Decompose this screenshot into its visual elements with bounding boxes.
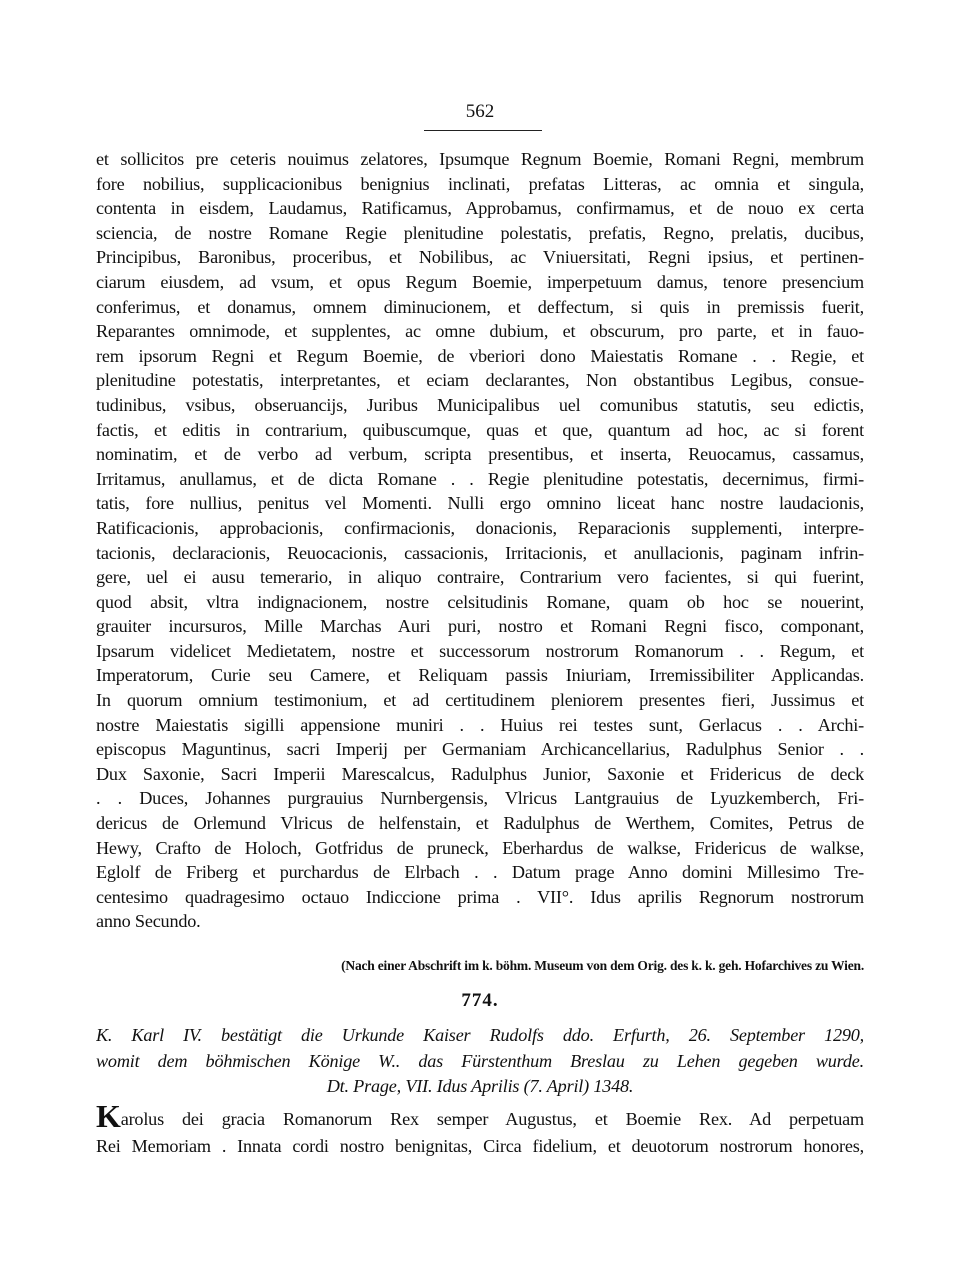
text-line: tatis, fore nullius, penitus vel Momenti. Nulli ergo omnino liceat hanc nostre laudacionis, — [96, 493, 864, 514]
regest-line: womit dem böhmischen Könige W.. das Fürstenthum Breslau zu Lehen gegeben wurde. — [96, 1050, 864, 1071]
text-line: et sollicitos pre ceteris nouimus zelatores, Ipsumque Regnum Boemie, Romani Regni, membrum — [96, 149, 864, 169]
text-line: Ipsarum videlicet Medietatem, nostre et successorum nostrorum Romanorum . . Regum, et — [96, 640, 864, 661]
opening-line — [96, 1101, 864, 1131]
page-number: 562 — [465, 101, 495, 122]
text-line: Imperatorum, Curie seu Camere, et Reliquam passis Iniuriam, Irremissibiliter Applicandas. — [96, 665, 864, 686]
text-line: . . Duces, Johannes purgrauius Nurnbergensis, Vlricus Lantgrauius de Lyuzkemberch, Fri- — [96, 788, 864, 809]
text-line: nominatim, et de verbo ad verbum, scripta presentibus, et inserta, Reuocamus, cassamus, — [96, 444, 864, 465]
page-number-rule — [424, 130, 542, 131]
document-number: 774. — [461, 990, 499, 1011]
text-line: rem ipsorum Regni et Regum Boemie, de vberiori dono Maiestatis Romane . . Regie, et — [96, 345, 864, 366]
initial-letter: K — [96, 1101, 121, 1131]
text-line: quod absit, vltra indignacionem, nostre celsitudinis Romane, quam ob hoc se nouerint, — [96, 591, 864, 612]
text-line: Ratificacionis, approbacionis, confirmacionis, donacionis, Reparacionis supplementi, interpre- — [96, 517, 864, 538]
source-note: (Nach einer Abschrift im k. böhm. Museum von dem Orig. des k. k. geh. Hofarchives zu Wien. — [341, 958, 864, 973]
text-line: plenitudine potestatis, interpretantes, et eciam declarantes, Non obstantibus Legibus, consue- — [96, 370, 864, 391]
text-line: Reparantes omnimode, et supplentes, ac omne dubium, et obscurum, pro parte, et in fauo- — [96, 321, 864, 342]
text-line: anno Secundo. — [96, 911, 201, 932]
regest-line: K. Karl IV. bestätigt die Urkunde Kaiser Rudolfs ddo. Erfurth, 26. September 1290, — [96, 1025, 864, 1045]
text-line: In quorum omnium testimonium, et ad certitudinem pleniorem presentes fieri, Jussimus et — [96, 690, 864, 711]
text-line: conferimus, et donamus, omnem diminucionem, et deffectum, si quis in premissis fuerit, — [96, 296, 864, 317]
text-line: ciarum eiusdem, ad vsum, et opus Regum Boemie, imperpetuum damus, tenore presencium — [96, 271, 864, 292]
text-line: Dux Saxonie, Sacri Imperii Marescalcus, Radulphus Junior, Saxonie et Fridericus de deck — [96, 763, 864, 784]
text-line: tacionis, declaracionis, Reuocacionis, cassacionis, Irritacionis, et anullacionis, paginam infrin- — [96, 542, 864, 563]
text-line: grauiter incursuros, Mille Marchas Auri puri, nostro et Romani Regni fisco, componant, — [96, 616, 864, 637]
text-line: centesimo quadragesimo octauo Indiccione prima . VII°. Idus aprilis Regnorum nostrorum — [96, 886, 864, 907]
text-line: fore nobilius, supplicacionibus benignius inclinati, prefatas Litteras, ac omnia et singula, — [96, 173, 864, 194]
text-line: contenta in eisdem, Laudamus, Ratificamus, Approbamus, confirmamus, et de nouo ex certa — [96, 198, 864, 219]
regest-date-line: Dt. Prage, VII. Idus Aprilis (7. April) 1348. — [326, 1076, 634, 1096]
text-line: gere, uel ei ausu temerario, in aliquo contraire, Contrarium vero facientes, si qui fuerint, — [96, 567, 864, 588]
text-line: factis, et editis in contrarium, quibuscumque, quas et que, quantum ad hoc, ac si forent — [96, 419, 864, 440]
text-line: dericus de Orlemund Vlricus de helfenstain, et Radulphus de Werthem, Comites, Petrus de — [96, 813, 864, 834]
text-line: Eglolf de Friberg et purchardus de Elrbach . . Datum prage Anno domini Millesimo Tre- — [96, 862, 864, 883]
text-line: tudinibus, vsibus, obseruancijs, Juribus Municipalibus uel comunibus statutis, seu edictis, — [96, 394, 864, 415]
opening-line: Rei Memoriam . Innata cordi nostro benignitas, Circa fidelium, et deuotorum nostrorum honores, — [96, 1136, 864, 1156]
text-line: sciencia, de nostre Romane Regie plenitudine polestatis, prefatis, Regno, prelatis, ducibus, — [96, 222, 864, 243]
charter-text-continued — [96, 147, 864, 934]
regest-summary — [96, 1023, 864, 1100]
text-line: Irritamus, anullamus, et de dicta Romane . . Regie plenitudine potestatis, decernimus, firmi- — [96, 468, 864, 489]
text-line: Hewy, Crafto de Holoch, Gotfridus de pruneck, Eberhardus de walkse, Fridericus de walkse, — [96, 837, 864, 858]
text-line: episcopus Maguntinus, sacri Imperij per Germaniam Archicancellarius, Radulphus Senior . . — [96, 739, 864, 760]
opening-line-text: arolus dei gracia Romanorum Rex semper Augustus, et Boemie Rex. Ad perpetuam — [120, 1109, 864, 1129]
text-line: nostre Maiestatis sigilli appensione muniri . . Huius rei testes sunt, Gerlacus . . Archi- — [96, 714, 864, 735]
charter-opening — [96, 1101, 864, 1161]
text-line: Principibus, Baronibus, proceribus, et Nobilibus, ac Vniuersitati, Regni ipsius, et pertinen- — [96, 247, 864, 268]
